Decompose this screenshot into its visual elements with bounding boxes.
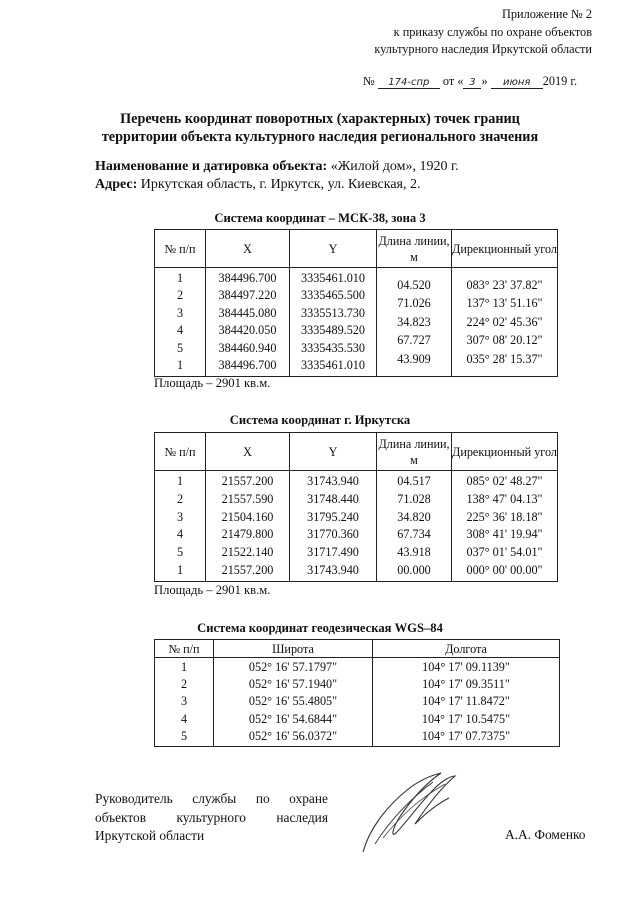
wgs84-coordinates-table [154,639,560,747]
line-length: 71.028 [397,491,431,506]
numbers-cell [155,658,214,747]
line-length: 34.823 [397,314,431,329]
point-number: 4 [176,323,184,338]
col-x: X [206,230,290,268]
col-y: Y [290,433,377,471]
direction-angle: 138° 47' 04.13" [466,491,543,506]
document-title-line2: территории объекта культурного наследия регионального значения [101,129,539,145]
x-coordinate: 384460.940 [218,340,277,355]
line-length: 43.918 [397,545,431,560]
order-number-line [363,74,577,89]
line-length: 34.820 [397,509,431,524]
latitude-cell [214,658,373,747]
direction-angle: 000° 00' 00.00" [466,563,543,578]
lengths-cell [377,268,452,377]
signature-stroke [383,784,445,838]
table2-area: Площадь – 2901 кв.м. [154,583,271,597]
lengths-cell [377,471,452,582]
point-number: 3 [180,694,188,709]
col-longitude: Долгота [373,640,560,658]
point-number: 2 [176,288,184,303]
line-length: 71.026 [397,296,431,310]
date-quote-close: » [481,74,488,88]
object-address: Адрес: Иркутская область, г. Иркутск, ул. Киевская, 2. [95,177,421,192]
y-coordinate: 31717.490 [307,545,359,560]
x-coordinate: 384420.050 [218,323,277,338]
col-angle: Дирекционный угол [452,433,558,471]
object-name: Наименование и датировка объекта: «Жилой дом», 1920 г. [95,159,459,174]
point-number: 5 [176,340,184,355]
x-cell [206,471,290,582]
order-reference: к приказу службы по охране объектов [393,25,592,39]
signer-name: А.А. Фоменко [505,827,586,842]
line-length: 67.727 [397,333,431,347]
point-number: 1 [176,473,184,488]
numbers-cell [155,268,206,377]
y-coordinate: 3335489.520 [301,323,365,338]
order-number: 174-спр [378,74,440,89]
longitude: 104° 17' 10.5475" [421,711,511,726]
line-length: 04.517 [397,473,431,488]
point-number: 5 [176,545,184,560]
x-coordinate: 21479.800 [221,527,274,542]
direction-angle: 224° 02' 45.36" [466,314,543,329]
direction-angle: 225° 36' 18.18" [466,509,543,524]
x-coordinate: 384496.700 [218,358,277,373]
table1-area: Площадь – 2901 кв.м. [154,376,271,390]
y-coordinate: 31743.940 [307,563,359,578]
col-y: Y [290,230,377,268]
y-coordinate: 3335461.010 [301,358,365,373]
longitude: 104° 17' 09.3511" [422,677,510,692]
numbers-cell [155,471,206,582]
point-number: 2 [180,677,188,692]
msk38-coordinates-table [154,229,558,377]
point-number: 1 [176,270,184,285]
table2-caption: Система координат г. Иркутска [229,413,411,427]
y-coordinate: 3335461.010 [301,270,365,285]
latitude: 052° 16' 54.6844" [248,711,338,726]
position-line2: объектов культурного наследия [95,809,328,825]
table-header-row [155,433,558,471]
col-length: Длина линии, м [377,433,452,471]
x-cell [206,268,290,377]
table-header-row [155,640,560,658]
y-coordinate: 3335465.500 [301,288,365,303]
x-coordinate: 21557.200 [221,473,274,488]
longitude-cell [373,658,560,747]
col-x: X [206,433,290,471]
x-coordinate: 21557.200 [221,563,274,578]
position-line1: Руководитель службы по охране [95,791,328,806]
angles-cell [452,268,558,377]
y-coordinate: 31770.360 [307,527,359,542]
document-title-line1: Перечень координат поворотных (характерных) точек границ [120,111,520,127]
position-line3: Иркутской области [95,828,205,843]
y-cell [290,471,377,582]
order-month: июня [491,74,543,89]
point-number: 2 [176,491,184,506]
table3-caption: Система координат геодезическая WGS–84 [197,621,443,635]
line-length: 43.909 [397,351,431,366]
y-coordinate: 3335435.530 [301,340,365,355]
point-number: 1 [176,358,184,373]
table-body-row [155,658,560,747]
longitude: 104° 17' 07.7375" [421,728,511,743]
direction-angle: 085° 02' 48.27" [466,473,543,488]
order-authority: культурного наследия Иркутской области [374,42,592,56]
line-length: 00.000 [397,563,431,578]
number-sign: № [363,74,375,88]
latitude: 052° 16' 55.4805" [248,694,338,709]
appendix-label: Приложение № 2 [501,7,592,21]
x-coordinate: 384496.700 [218,270,277,285]
point-number: 4 [180,711,188,726]
y-coordinate: 3335513.730 [301,305,365,320]
col-length: Длина линии, м [377,230,452,268]
order-year: 2019 г. [542,74,578,88]
y-coordinate: 31743.940 [307,473,359,488]
latitude: 052° 16' 57.1797" [248,660,338,675]
x-coordinate: 21522.140 [221,545,274,560]
angles-cell [452,471,558,582]
col-angle: Дирекционный угол [452,230,558,268]
point-number: 3 [176,509,184,524]
table-body-row [155,268,558,377]
x-coordinate: 21557.590 [221,491,274,506]
table-header-row [155,230,558,268]
direction-angle: 137° 13' 51.16" [466,296,543,310]
irkutsk-coordinates-table [154,432,558,582]
col-number: № п/п [155,433,206,471]
point-number: 1 [180,660,188,675]
signer-position [95,790,328,846]
direction-angle: 308° 41' 19.94" [466,527,543,542]
longitude: 104° 17' 11.8472" [422,694,510,709]
line-length: 04.520 [397,277,431,292]
col-number: № п/п [155,230,206,268]
order-day: 3 [463,74,481,89]
date-from: от « [442,74,464,88]
col-number: № п/п [155,640,214,658]
longitude: 104° 17' 09.1139" [422,660,510,675]
point-number: 1 [176,563,184,578]
x-coordinate: 384445.080 [218,305,277,320]
latitude: 052° 16' 57.1940" [248,677,338,692]
handwritten-signature [355,770,460,855]
y-coordinate: 31795.240 [307,509,359,524]
point-number: 4 [176,527,184,542]
line-length: 67.734 [397,527,431,542]
y-cell [290,268,377,377]
table-body-row [155,471,558,582]
x-coordinate: 384497.220 [218,288,277,303]
point-number: 5 [180,728,188,743]
direction-angle: 037° 01' 54.01" [466,545,543,560]
signature-stroke [363,773,455,852]
point-number: 3 [176,305,184,320]
direction-angle: 083° 23' 37.82" [466,277,543,292]
col-latitude: Широта [214,640,373,658]
direction-angle: 035° 28' 15.37" [466,351,543,366]
table1-caption: Система координат – МСК-38, зона 3 [214,211,426,225]
latitude: 052° 16' 56.0372" [248,728,338,743]
x-coordinate: 21504.160 [221,509,274,524]
y-coordinate: 31748.440 [307,491,359,506]
direction-angle: 307° 08' 20.12" [466,333,543,347]
